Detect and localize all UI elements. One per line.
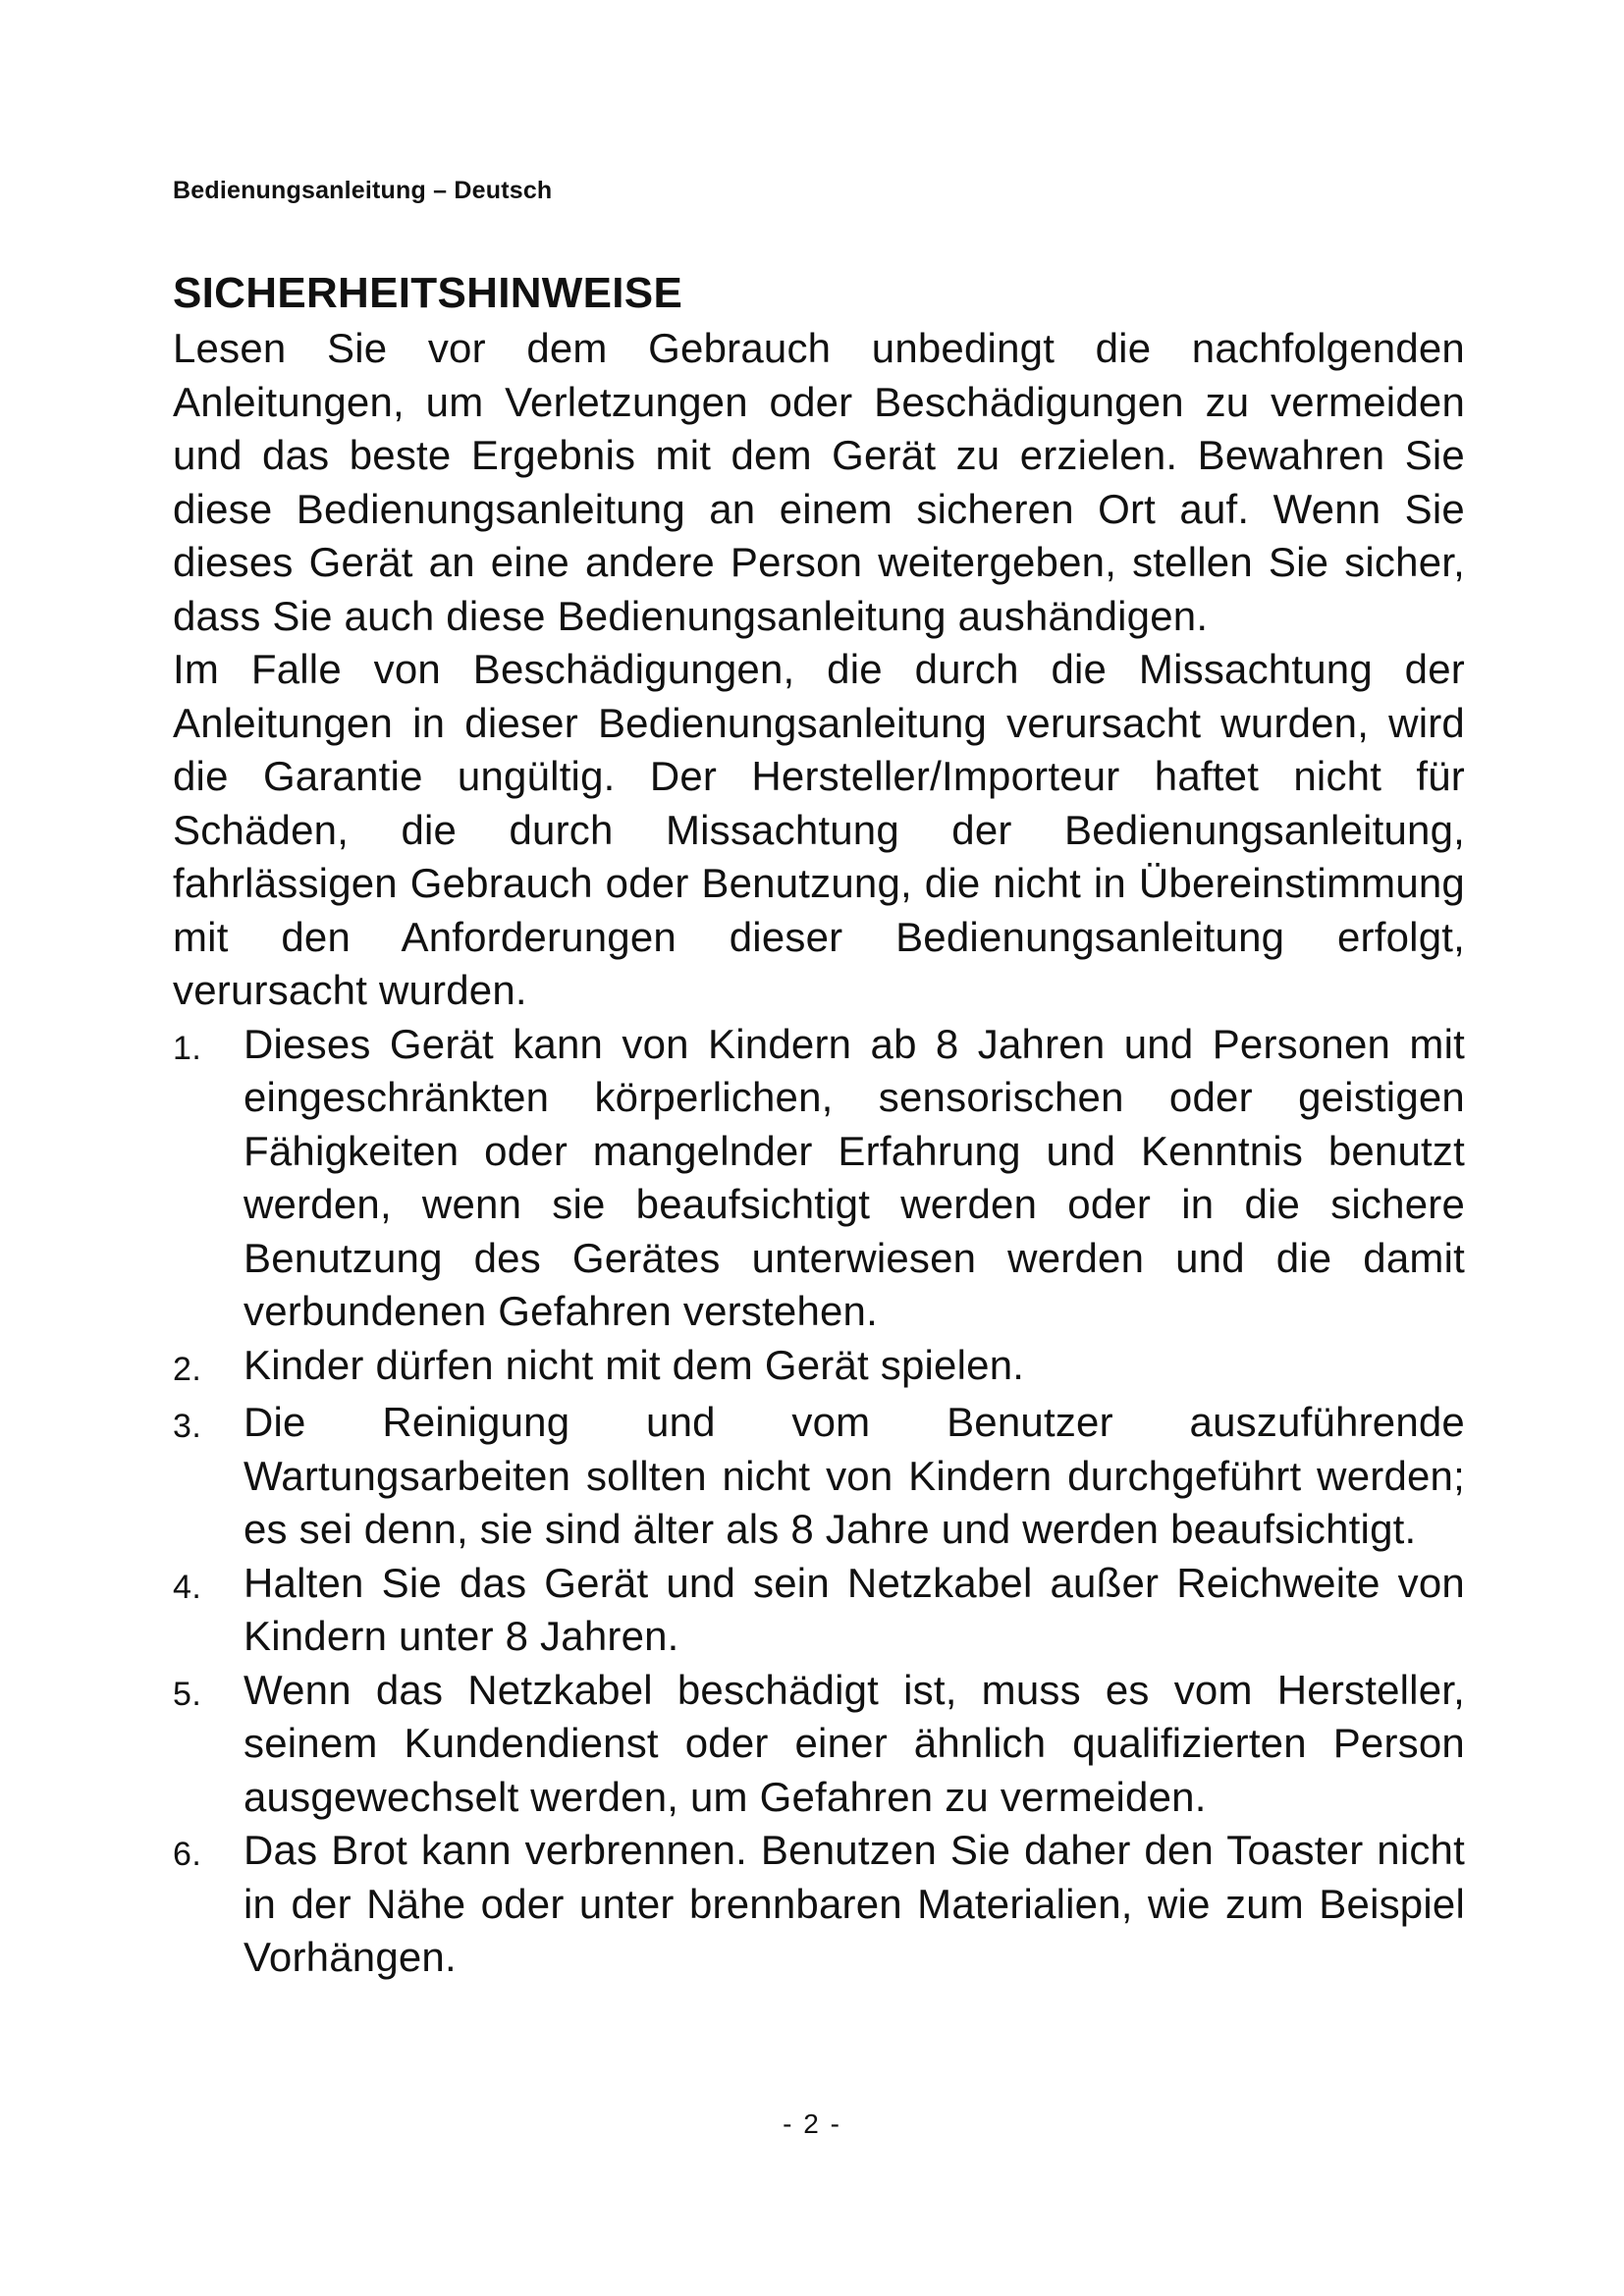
intro-paragraph: Lesen Sie vor dem Gebrauch unbedingt die nachfolgenden Anleitungen, um Verletzungen oder Beschädigungen zu vermeiden und das beste Ergebnis mit dem Gerät zu erzielen. Bewahren Sie diese Bedienungsanleitung an einem sicheren Ort auf. Wenn Sie dieses Gerät an eine andere Person weitergeben, stellen Sie sicher, dass Sie auch diese Bedienungsanleitung aushändigen. <box>173 325 1465 639</box>
list-item-text: Wenn das Netzkabel beschädigt ist, muss es vom Hersteller, seinem Kundendienst oder einer ähnlich qualifizierten Person ausgewechselt werden, um Gefahren zu vermeiden. <box>244 1666 1465 1820</box>
list-item-number: 2. <box>173 1350 202 1388</box>
list-item <box>173 1018 1465 1339</box>
list-item <box>173 1824 1465 1985</box>
list-item-number: 6. <box>173 1836 202 1873</box>
list-item-text: Halten Sie das Gerät und sein Netzkabel außer Reichweite von Kindern unter 8 Jahren. <box>244 1559 1465 1659</box>
running-header: Bedienungsanleitung – Deutsch <box>173 177 553 204</box>
list-item-text: Das Brot kann verbrennen. Benutzen Sie daher den Toaster nicht in der Nähe oder unter brennbaren Materialien, wie zum Beispiel Vorhängen. <box>244 1827 1465 1980</box>
safety-list <box>173 1018 1465 1985</box>
list-item-text: Die Reinigung und vom Benutzer auszuführende Wartungsarbeiten sollten nicht von Kindern durchgeführt werden; es sei denn, sie sind älter als 8 Jahre und werden beaufsichtigt. <box>244 1399 1465 1552</box>
list-item <box>173 1664 1465 1825</box>
list-item-number: 3. <box>173 1408 202 1445</box>
page-number: - 2 - <box>783 2109 841 2139</box>
liability-paragraph: Im Falle von Beschädigungen, die durch die Missachtung der Anleitungen in dieser Bedienungsanleitung verursacht wurden, wird die Garantie ungültig. Der Hersteller/Importeur haftet nicht für Schäden, die durch Missachtung der Bedienungsanleitung, fahrlässigen Gebrauch oder Benutzung, die nicht in Übereinstimmung mit den Anforderungen dieser Bedienungsanleitung erfolgt, verursacht wurden. <box>173 646 1465 1013</box>
list-item <box>173 1339 1465 1397</box>
list-item <box>173 1557 1465 1664</box>
safety-section <box>173 265 1465 1985</box>
list-item-number: 5. <box>173 1675 202 1713</box>
list-item-text: Dieses Gerät kann von Kindern ab 8 Jahren und Personen mit eingeschränkten körperlichen, sensorischen oder geistigen Fähigkeiten oder mangelnder Erfahrung und Kenntnis benutzt werden, wenn sie beaufsichtigt werden oder in die sichere Benutzung des Gerätes unterwiesen werden und die damit verbundenen Gefahren verstehen. <box>244 1020 1465 1334</box>
list-item-text: Kinder dürfen nicht mit dem Gerät spielen. <box>244 1341 1025 1388</box>
section-title: SICHERHEITSHINWEISE <box>173 269 683 317</box>
list-item-number: 1. <box>173 1029 202 1067</box>
list-item-number: 4. <box>173 1568 202 1606</box>
list-item <box>173 1396 1465 1557</box>
